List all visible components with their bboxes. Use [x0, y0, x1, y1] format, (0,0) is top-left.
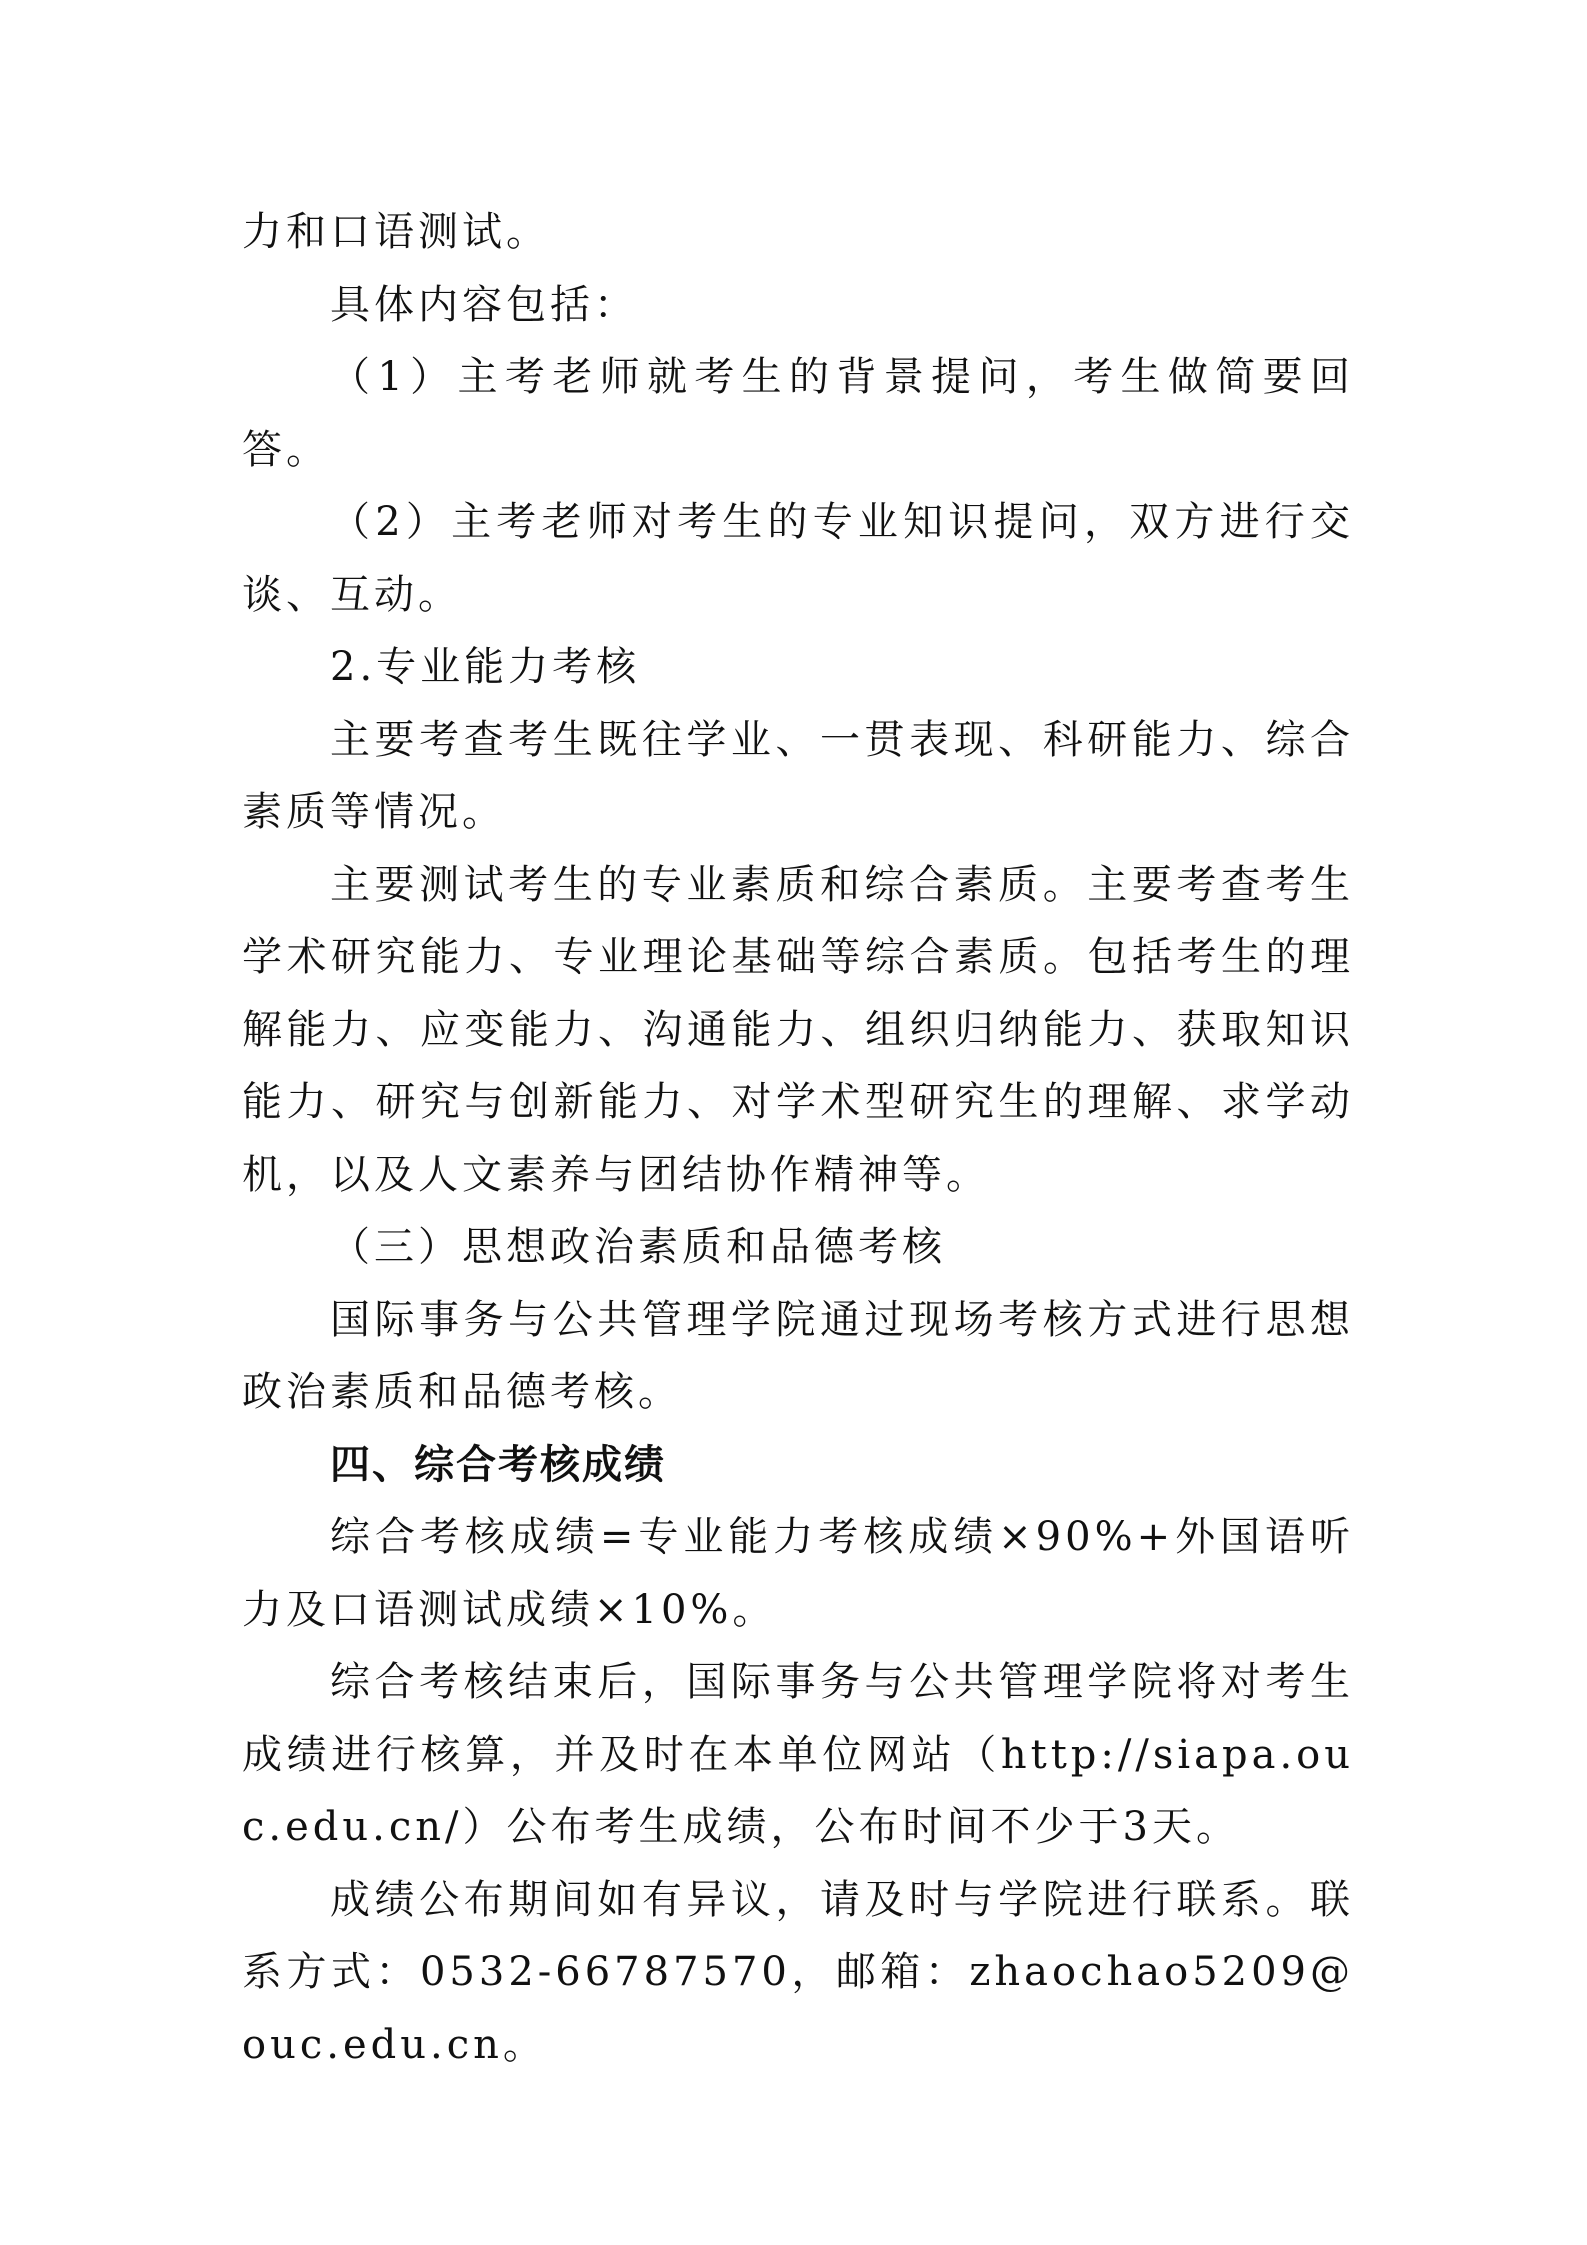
paragraph-political-moral: 国际事务与公共管理学院通过现场考核方式进行思想政治素质和品德考核。: [242, 1296, 1354, 1415]
paragraph-continuation: 力和口语测试。: [242, 209, 550, 255]
paragraph-item-1: （1）主考老师就考生的背景提问，考生做简要回答。: [242, 354, 1354, 473]
paragraph-specific-content: 具体内容包括：: [330, 281, 638, 328]
document-body: [242, 196, 1354, 2081]
paragraph-score-publication: 综合考核结束后，国际事务与公共管理学院将对考生成绩进行核算，并及时在本单位网站（http://siapa.ouc.edu.cn/）公布考生成绩，公布时间不少于3天。: [242, 1659, 1354, 1850]
paragraph-contact-info: 成绩公布期间如有异议，请及时与学院进行联系。联系方式：0532-66787570，邮箱：zhaochao5209@ouc.edu.cn。: [242, 1876, 1354, 2068]
paragraph-item-2: （2）主考老师对考生的专业知识提问，双方进行交谈、互动。: [242, 499, 1354, 618]
paragraph-score-formula: 综合考核成绩=专业能力考核成绩×90%+外国语听力及口语测试成绩×10%。: [242, 1514, 1354, 1633]
paragraph-main-test: 主要测试考生的专业素质和综合素质。主要考查考生学术研究能力、专业理论基础等综合素质。包括考生的理解能力、应变能力、沟通能力、组织归纳能力、获取知识能力、研究与创新能力、对学术型研究生的理解、求学动机，以及人文素养与团结协作精神等。: [242, 861, 1354, 1198]
section-heading-comprehensive-score: 四、综合考核成绩: [330, 1441, 666, 1488]
subheading-political-moral: （三）思想政治素质和品德考核: [330, 1224, 946, 1270]
subheading-professional-ability: 2.专业能力考核: [330, 644, 641, 690]
paragraph-main-review: 主要考查考生既往学业、一贯表现、科研能力、综合素质等情况。: [242, 716, 1354, 835]
